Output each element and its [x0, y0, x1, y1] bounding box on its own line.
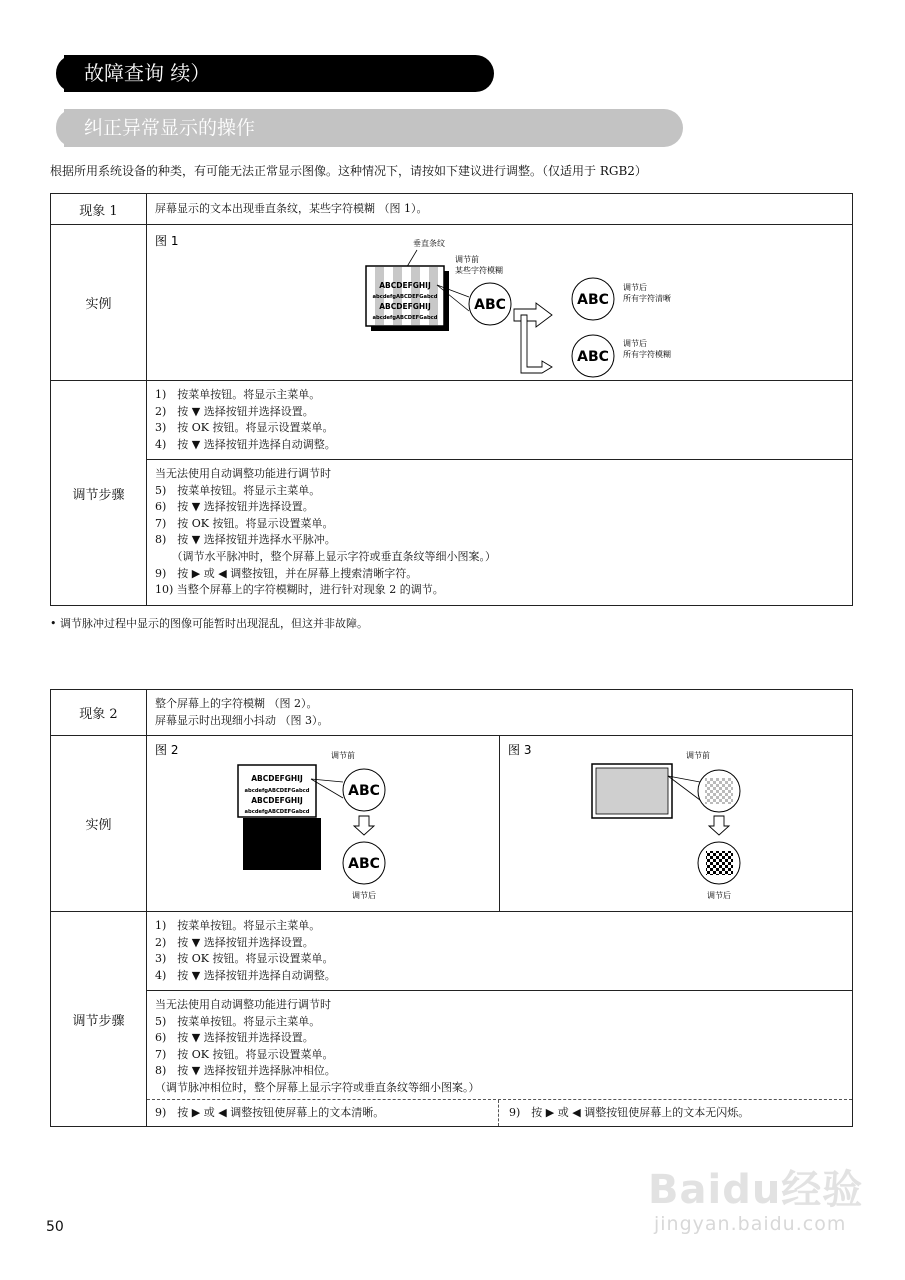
step-9-right: 9) 按 ▶ 或 ◀ 调整按钮使屏幕上的文本无闪烁。 — [509, 1106, 750, 1119]
phenomenon-2-table — [50, 689, 853, 1127]
figure-3-title: 图 3 — [508, 743, 532, 757]
figure-2-title: 图 2 — [155, 743, 179, 757]
after-b-label-2: 所有字符模糊 — [623, 350, 671, 359]
before-label-2: 某些字符模糊 — [455, 266, 503, 275]
fig3-before-pattern — [705, 778, 733, 804]
monitor-3-screen — [596, 768, 668, 814]
monitor-2-line-4: abcdefgABCDEFGabcd — [244, 809, 310, 815]
section-header: 故障查询 续） — [64, 55, 494, 92]
figure-3 — [500, 736, 852, 911]
after-blur-abc: ABC — [577, 349, 609, 365]
step-line: 8) 按 ▼ 选择按钮并选择脉冲相位。 — [155, 1064, 336, 1078]
step-line: 5) 按菜单按钮。将显示主菜单。 — [155, 1014, 321, 1028]
step-line: 7) 按 OK 按钮。将显示设置菜单。 — [155, 1047, 334, 1061]
step-line: 6) 按 ▼ 选择按钮并选择设置。 — [155, 1031, 314, 1045]
steps-2-manual — [147, 990, 852, 1099]
step-line: 8) 按 ▼ 选择按钮并选择水平脉冲。 — [155, 533, 336, 547]
zoom-line — [668, 776, 700, 800]
step-line: 5) 按菜单按钮。将显示主菜单。 — [155, 483, 321, 497]
monitor-1-line-4: abcdefgABCDEFGabcd — [372, 315, 438, 321]
phenomenon-2-label: 现象 2 — [51, 690, 147, 736]
step-line: 4) 按 ▼ 选择按钮并选择自动调整。 — [155, 968, 336, 982]
steps-1-label: 调节步骤 — [51, 381, 147, 606]
step-9-row — [147, 1099, 852, 1126]
step-9-left: 9) 按 ▶ 或 ◀ 调整按钮使屏幕上的文本清晰。 — [147, 1100, 499, 1126]
page-number: 50 — [46, 1219, 64, 1235]
steps-1-auto — [147, 381, 852, 459]
step-line: 9) 按 ▶ 或 ◀ 调整按钮，并在屏幕上搜索清晰字符。 — [155, 566, 418, 580]
vertical-stripe-label: 垂直条纹 — [413, 239, 445, 248]
step-line: （调节脉冲相位时，整个屏幕上显示字符或垂直条纹等细小图案。） — [155, 1080, 480, 1094]
step-line: （调节水平脉冲时，整个屏幕上显示字符或垂直条纹等细小图案。） — [155, 549, 496, 563]
arrow-right-icon — [514, 303, 552, 327]
phenomenon-2-line: 屏幕显示时出现细小抖动 （图 3）。 — [155, 714, 329, 727]
step-line: 4) 按 ▼ 选择按钮并选择自动调整。 — [155, 437, 336, 451]
arrow-down-icon — [354, 816, 374, 835]
monitor-1-line-3: ABCDEFGHIJ — [379, 302, 431, 311]
note-text: • 调节脉冲过程中显示的图像可能暂时出现混乱，但这并非故障。 — [50, 617, 368, 630]
monitor-2-shadow — [243, 818, 321, 870]
step-line: 1) 按菜单按钮。将显示主菜单。 — [155, 919, 321, 932]
fig2-after-abc: ABC — [348, 856, 380, 872]
fig2-before-label: 调节前 — [331, 751, 355, 760]
section-subheader: 纠正异常显示的操作 — [64, 109, 683, 147]
watermark-url: jingyan.baidu.com — [654, 1213, 847, 1235]
step-line: 当无法使用自动调整功能进行调节时 — [155, 467, 331, 480]
fig3-before-label: 调节前 — [686, 751, 710, 760]
fig3-after-pattern — [706, 851, 733, 875]
phenomenon-1-table — [50, 193, 853, 606]
phenomenon-2-text — [147, 690, 852, 733]
steps-2-auto — [147, 912, 852, 990]
monitor-2-line-2: abcdefgABCDEFGabcd — [244, 788, 310, 794]
step-line: 10) 当整个屏幕上的字符模糊时，进行针对现象 2 的调节。 — [155, 583, 444, 597]
watermark-logo: Baidu经验 — [648, 1167, 864, 1213]
example-2-label: 实例 — [51, 736, 147, 912]
monitor-2-line-3: ABCDEFGHIJ — [251, 796, 303, 805]
step-line: 3) 按 OK 按钮。将显示设置菜单。 — [155, 952, 334, 966]
phenomenon-2-line: 整个屏幕上的字符模糊 （图 2）。 — [155, 697, 318, 710]
after-b-label-1: 调节后 — [623, 339, 647, 348]
fig3-after-label: 调节后 — [707, 891, 731, 900]
before-label-1: 调节前 — [455, 255, 479, 264]
step-line: 当无法使用自动调整功能进行调节时 — [155, 998, 331, 1011]
steps-1-manual — [147, 459, 852, 605]
after-a-label-2: 所有字符清晰 — [623, 294, 671, 303]
step-line: 7) 按 OK 按钮。将显示设置菜单。 — [155, 516, 334, 530]
after-clear-abc: ABC — [577, 292, 609, 308]
fig2-before-abc: ABC — [348, 783, 380, 799]
steps-2-label: 调节步骤 — [51, 912, 147, 1127]
step-line: 2) 按 ▼ 选择按钮并选择设置。 — [155, 935, 314, 949]
monitor-1-line-2: abcdefgABCDEFGabcd — [372, 294, 438, 300]
figure-1 — [147, 225, 852, 380]
fig2-after-label: 调节后 — [352, 891, 376, 900]
phenomenon-1-text: 屏幕显示的文本出现垂直条纹，某些字符模糊 （图 1）。 — [155, 202, 428, 215]
figure-1-title: 图 1 — [155, 234, 179, 248]
step-line: 2) 按 ▼ 选择按钮并选择设置。 — [155, 404, 314, 418]
monitor-2-line-1: ABCDEFGHIJ — [251, 774, 303, 783]
before-abc: ABC — [474, 297, 506, 313]
monitor-1-line-1: ABCDEFGHIJ — [379, 281, 431, 290]
step-line: 6) 按 ▼ 选择按钮并选择设置。 — [155, 500, 314, 514]
phenomenon-1-label: 现象 1 — [51, 194, 147, 225]
step-line: 1) 按菜单按钮。将显示主菜单。 — [155, 388, 321, 401]
after-a-label-1: 调节后 — [623, 283, 647, 292]
figure-2 — [147, 736, 499, 911]
intro-text: 根据所用系统设备的种类，有可能无法正常显示图像。这种情况下，请按如下建议进行调整。（仅适用于 RGB2） — [50, 164, 647, 178]
zoom-line — [668, 776, 700, 782]
step-line: 3) 按 OK 按钮。将显示设置菜单。 — [155, 421, 334, 435]
arrow-down-icon — [709, 816, 729, 835]
example-1-label: 实例 — [51, 225, 147, 381]
